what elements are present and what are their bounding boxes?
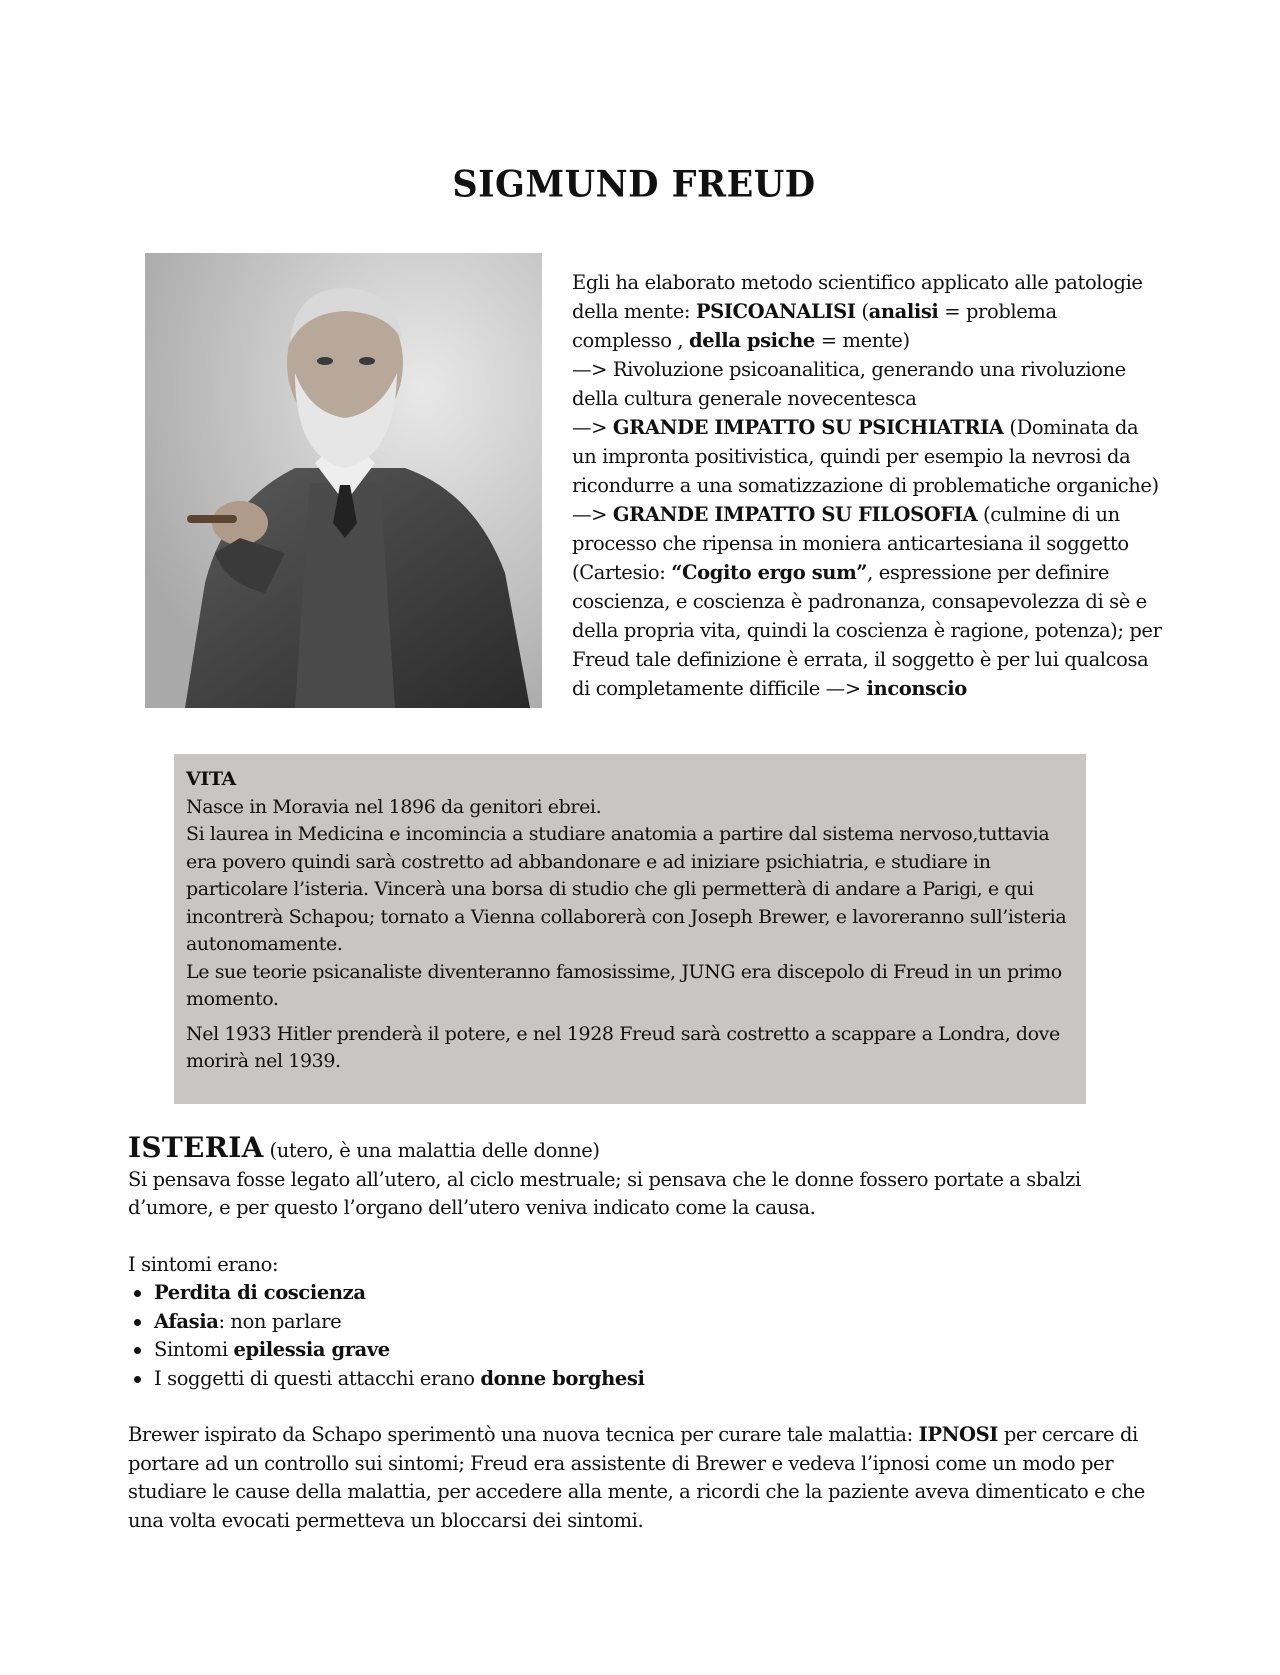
vita-line-2: Si laurea in Medicina e incomincia a studiare anatomia a partire dal sistema nervoso,tuttavia era povero quindi sarà costretto ad abbandonare e ad iniziare psichiatria, e studiare in particolare l’isteria. Vincerà una borsa di studio che gli permetterà di andare a Parigi, e qui incontrerà Schapou; tornato a Vienna collaborerà con Joseph Brewer, e lavoreranno sull’isteria autonomamente.	[186, 823, 1067, 955]
isteria-subheading: (utero, è una malattia delle donne)	[263, 1139, 600, 1162]
isteria-heading-line	[128, 1131, 1168, 1166]
symptoms-intro: I sintomi erano:	[128, 1252, 279, 1276]
portrait-image	[145, 253, 542, 708]
isteria-paragraph-2: Brewer ispirato da Schapo sperimentò una nuova tecnica per curare tale malattia: IPNOSI per cercare di portare ad un controllo sui sintomi; Freud era assistente di Brewer e vedeva l’ipnosi come un modo per studiare le cause della malattia, per accedere alla mente, a ricordi che la paziente aveva dimenticato e che una volta evocati permetteva un bloccarsi dei sintomi.	[128, 1423, 1145, 1532]
list-item: Perdita di coscienza	[128, 1279, 1168, 1308]
isteria-heading: ISTERIA	[128, 1131, 264, 1164]
vita-box	[174, 754, 1086, 1104]
symptoms-list	[128, 1279, 1168, 1393]
intro-paragraph-3: —> GRANDE IMPATTO SU PSICHIATRIA (Dominata da un impronta positivistica, quindi per esempio la nevrosi da ricondurre a una somatizzazione di problematiche organiche)	[572, 416, 1159, 497]
intro-paragraph-2: —> Rivoluzione psicoanalitica, generando una rivoluzione della cultura generale novecentesca	[572, 358, 1126, 410]
list-item: Sintomi epilessia grave	[128, 1336, 1168, 1365]
vita-heading: VITA	[186, 768, 236, 790]
intro-text	[572, 268, 1162, 703]
intro-paragraph-1: Egli ha elaborato metodo scientifico applicato alle patologie della mente: PSICOANALISI (analisi = problema complesso , della psiche = mente)	[572, 271, 1143, 352]
list-item: I soggetti di questi attacchi erano donne borghesi	[128, 1365, 1168, 1394]
vita-line-3: Le sue teorie psicanaliste diventeranno famosissime, JUNG era discepolo di Freud in un primo momento.	[186, 960, 1062, 1010]
page-title: SIGMUND FREUD	[452, 162, 816, 207]
isteria-paragraph-1: Si pensava fosse legato all’utero, al ciclo mestruale; si pensava che le donne fossero portate a sbalzi d’umore, e per questo l’organo dell’utero veniva indicato come la causa.	[128, 1167, 1081, 1219]
list-item: Afasia: non parlare	[128, 1308, 1168, 1337]
vita-line-4: Nel 1933 Hitler prenderà il potere, e nel 1928 Freud sarà costretto a scappare a Londra, dove morirà nel 1939.	[186, 1022, 1060, 1072]
vita-line-1: Nasce in Moravia nel 1896 da genitori ebrei.	[186, 795, 602, 818]
isteria-section	[128, 1131, 1168, 1535]
freud-portrait	[145, 253, 542, 708]
intro-paragraph-4: —> GRANDE IMPATTO SU FILOSOFIA (culmine di un processo che ripensa in moniera anticartesiana il soggetto (Cartesio: “Cogito ergo sum”, espressione per definire coscienza, e coscienza è padronanza, consapevolezza di sè e della propria vita, quindi la coscienza è ragione, potenza); per Freud tale definizione è errata, il soggetto è per lui qualcosa di completamente difficile —> inconscio	[572, 503, 1162, 700]
